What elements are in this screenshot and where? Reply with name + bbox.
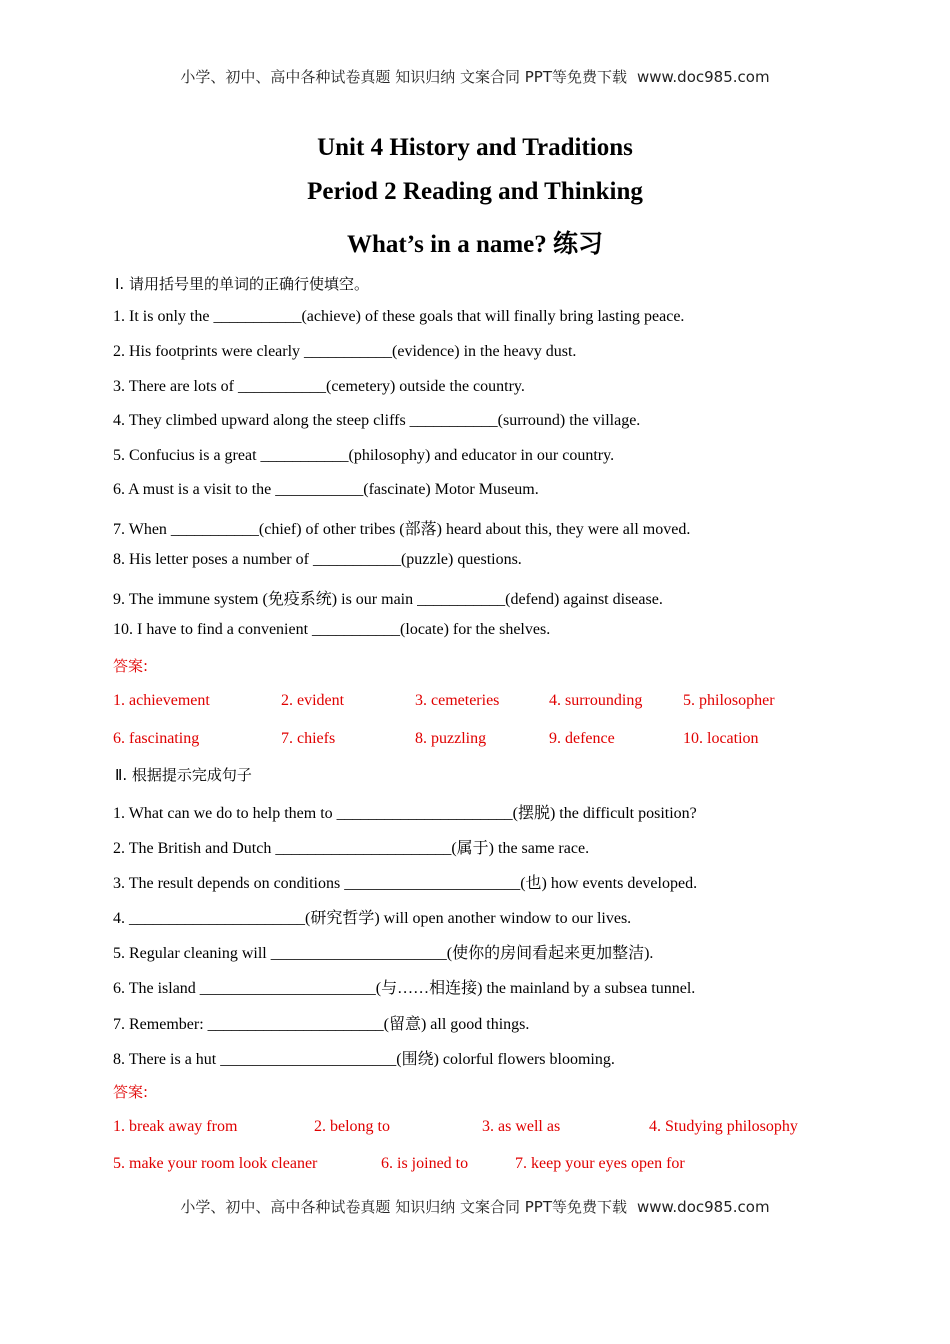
- title-period: Period 2 Reading and Thinking: [307, 178, 643, 205]
- s1-answer-label: 答案:: [113, 657, 149, 675]
- s1-question-7: 7. When ___________(chief) of other tribes (部落) heard about this, they were all moved.: [113, 521, 691, 538]
- s2-answer-4: 4. Studying philosophy: [649, 1118, 798, 1135]
- title-lesson: What’s in a name? 练习: [346, 231, 604, 258]
- s1-answer-7: 7. chiefs: [281, 730, 336, 747]
- s2-answer-1: 1. break away from: [113, 1118, 238, 1135]
- s2-question-5: 5. Regular cleaning will ______________________(使你的房间看起来更加整洁).: [113, 945, 654, 962]
- s1-question-9: 9. The immune system (免疫系统) is our main ___________(defend) against disease.: [113, 591, 663, 608]
- s1-answer-1: 1. achievement: [113, 692, 210, 709]
- section2-heading: Ⅱ. 根据提示完成句子: [115, 766, 252, 784]
- section1-heading: Ⅰ. 请用括号里的单词的正确行使填空。: [115, 275, 369, 293]
- s2-answer-7: 7. keep your eyes open for: [515, 1155, 685, 1172]
- s1-answer-6: 6. fascinating: [113, 730, 200, 747]
- header-banner-url[interactable]: www.doc985.com: [636, 68, 770, 86]
- s2-question-2: 2. The British and Dutch ______________________(属于) the same race.: [113, 840, 590, 857]
- s2-question-3: 3. The result depends on conditions ______________________(也) how events developed.: [113, 875, 698, 892]
- s2-answer-label: 答案:: [113, 1083, 149, 1101]
- s2-answer-5: 5. make your room look cleaner: [113, 1155, 318, 1172]
- s1-question-4: 4. They climbed upward along the steep cliffs ___________(surround) the village.: [113, 412, 641, 429]
- s1-question-6: 6. A must is a visit to the ___________(fascinate) Motor Museum.: [113, 481, 539, 498]
- s1-question-10: 10. I have to find a convenient ___________(locate) for the shelves.: [113, 621, 551, 638]
- s1-question-1: 1. It is only the ___________(achieve) of these goals that will finally bring lasting peace.: [113, 308, 685, 325]
- s2-answer-6: 6. is joined to: [381, 1155, 469, 1172]
- s1-answer-4: 4. surrounding: [549, 692, 643, 709]
- footer-banner: [0, 1196, 950, 1217]
- s2-answer-2: 2. belong to: [314, 1118, 390, 1135]
- s1-answer-10: 10. location: [683, 730, 759, 747]
- s1-question-3: 3. There are lots of ___________(cemetery) outside the country.: [113, 378, 525, 395]
- s2-question-7: 7. Remember: ______________________(留意) all good things.: [113, 1016, 530, 1033]
- s2-question-8: 8. There is a hut ______________________(围绕) colorful flowers blooming.: [113, 1051, 615, 1068]
- s2-question-6: 6. The island ______________________(与……相连接) the mainland by a subsea tunnel.: [113, 980, 696, 997]
- s1-answer-9: 9. defence: [549, 730, 615, 747]
- header-banner: [0, 66, 950, 87]
- s1-question-8: 8. His letter poses a number of ___________(puzzle) questions.: [113, 551, 522, 568]
- s1-question-5: 5. Confucius is a great ___________(philosophy) and educator in our country.: [113, 447, 615, 464]
- s2-question-4: 4. ______________________(研究哲学) will open another window to our lives.: [113, 910, 632, 927]
- s2-question-1: 1. What can we do to help them to ______________________(摆脱) the difficult position?: [113, 805, 697, 822]
- s1-answer-2: 2. evident: [281, 692, 345, 709]
- s1-question-2: 2. His footprints were clearly ___________(evidence) in the heavy dust.: [113, 343, 577, 360]
- header-banner-text: 小学、初中、高中各种试卷真题 知识归纳 文案合同 PPT等免费下载: [180, 68, 627, 86]
- s2-answer-3: 3. as well as: [482, 1118, 561, 1135]
- title-unit: Unit 4 History and Traditions: [317, 134, 633, 161]
- footer-banner-url[interactable]: www.doc985.com: [636, 1198, 770, 1216]
- s1-answer-5: 5. philosopher: [683, 692, 775, 709]
- footer-banner-text: 小学、初中、高中各种试卷真题 知识归纳 文案合同 PPT等免费下载: [180, 1198, 627, 1216]
- s1-answer-3: 3. cemeteries: [415, 692, 500, 709]
- s1-answer-8: 8. puzzling: [415, 730, 487, 747]
